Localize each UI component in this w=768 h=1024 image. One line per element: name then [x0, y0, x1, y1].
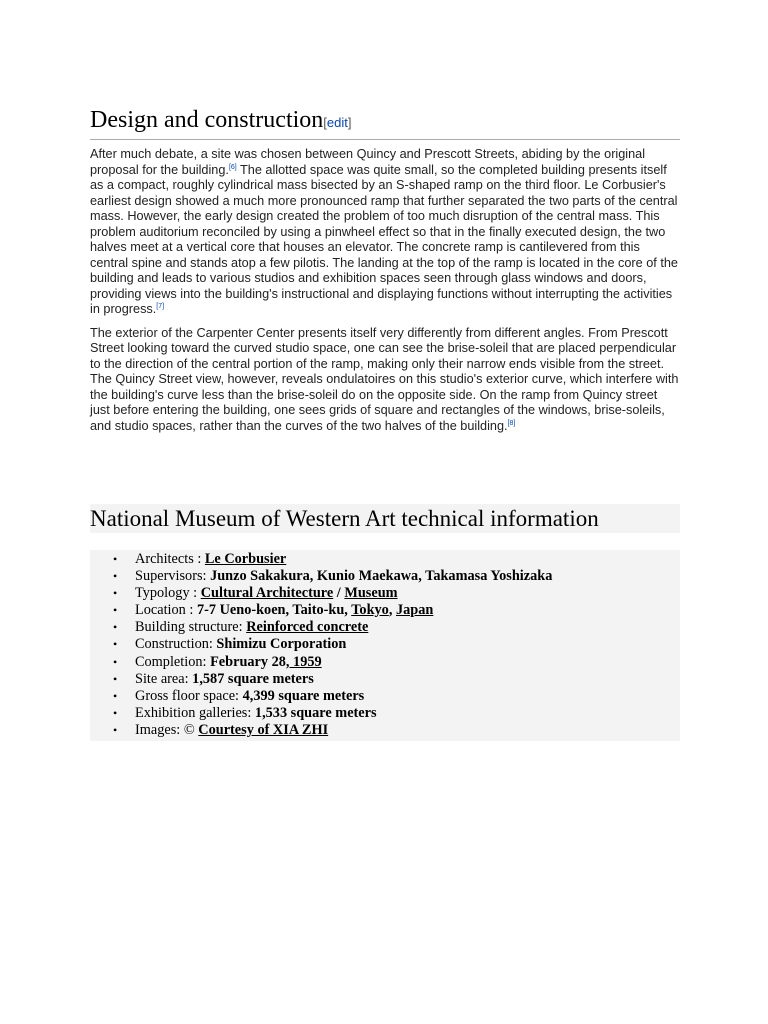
- info-label: Construction:: [135, 636, 217, 653]
- info-value-link[interactable]: 1959: [289, 653, 322, 670]
- info-label: Typology :: [135, 585, 201, 602]
- design-construction-section: [90, 105, 680, 434]
- paragraph-site-text-b: The allotted space was quite small, so the completed building presents itself as a compact, roughly cylindrical mass bisected by an S-shaped ramp on the third floor. Le Corbusier's earliest design showed a much more pronounced ramp that further separated the two parts of the central mass. However, the early design created the problem of too much disruption of the central mass. This problem auditorium reconciled by using a pinwheel effect so that in the finally executed design, the two halves meet at a vertical core that houses an elevator. The concrete ramp is cantilevered from this central spine and stands atop a few pilotis. The landing at the top of the ramp is located in the core of the building and leads to various studios and exhibition spaces seen through glass windows and doors, providing views into the building's instructional and displaying functions without interrupting the activities in progress.: [90, 162, 678, 316]
- info-value: Junzo Sakakura, Kunio Maekawa, Takamasa Yoshizaka: [210, 568, 553, 585]
- info-value-link[interactable]: Reinforced concrete: [246, 619, 369, 636]
- info-value: /: [333, 585, 345, 602]
- info-list-item: [135, 602, 680, 619]
- info-value-link[interactable]: Japan: [395, 602, 434, 619]
- technical-info-section: [90, 504, 680, 741]
- info-list-item: [135, 705, 680, 722]
- info-value: ,: [388, 602, 396, 619]
- info-list-item: [135, 585, 680, 602]
- info-value-link[interactable]: Courtesy of XIA ZHI: [198, 721, 329, 738]
- paragraph-site: [90, 147, 680, 318]
- section-heading-text: Design and construction: [90, 107, 324, 133]
- edit-bracket-close: ]: [347, 115, 352, 130]
- info-value: February 28,: [210, 653, 290, 670]
- paragraph-exterior: [90, 326, 680, 435]
- info-label: Building structure:: [135, 619, 247, 636]
- info-list-item: [135, 636, 680, 653]
- info-value-link[interactable]: Le Corbusier: [204, 551, 287, 567]
- info-list-item: [135, 688, 680, 705]
- info-list-item: [135, 722, 680, 739]
- info-label: Site area:: [135, 670, 193, 687]
- info-label: Completion:: [135, 653, 211, 670]
- info-value: 1,587 square meters: [192, 670, 314, 687]
- citation-link[interactable]: [6]: [228, 163, 237, 171]
- technical-info-heading: National Museum of Western Art technical information: [90, 504, 680, 533]
- info-value-link[interactable]: Cultural Architecture: [200, 585, 334, 602]
- info-list-item: [135, 568, 680, 585]
- info-label: Gross floor space:: [135, 687, 243, 704]
- info-label: Images: ©: [135, 721, 199, 738]
- citation-link[interactable]: [8]: [507, 419, 516, 427]
- info-list-item: [135, 551, 680, 568]
- citation-link[interactable]: [7]: [156, 303, 165, 310]
- info-value: 7-7 Ueno-koen, Taito-ku,: [196, 602, 352, 619]
- info-label: Architects :: [135, 551, 205, 567]
- info-list-item: [135, 619, 680, 636]
- edit-bracket-open: [: [323, 115, 327, 130]
- section-heading: [90, 105, 680, 140]
- info-value-link[interactable]: Museum: [344, 585, 398, 602]
- edit-link[interactable]: edit: [326, 115, 348, 130]
- info-list-item: [135, 671, 680, 688]
- technical-info-list: [90, 551, 680, 739]
- info-label: Supervisors:: [135, 568, 211, 585]
- info-list-item: [135, 654, 680, 671]
- paragraph-exterior-text: The exterior of the Carpenter Center presents itself very differently from different angles. From Prescott Street looking toward the curved studio space, one can see the brise-soleil that are placed perpendicular to the direction of the central portion of the ramp, making only their narrow ends visible from the street. The Quincy Street view, however, reveals ondulatoires on this studio's exterior curve, which interfere with the building's curve less than the brise-soleil do on the opposite side. On the ramp from Quincy street just before entering the building, one sees grids of square and rectangles of the windows, brise-soleils, and studio spaces, rather than the curves of the two halves of the building.: [90, 325, 679, 433]
- info-label: Exhibition galleries:: [135, 704, 255, 721]
- info-value: 1,533 square meters: [254, 704, 377, 721]
- paragraph-site-text-a: After much debate, a site was chosen between Quincy and Prescott Streets, abiding by the original proposal for the building.: [90, 147, 646, 177]
- info-label: Location :: [135, 602, 197, 619]
- info-value-link[interactable]: Tokyo: [351, 602, 389, 619]
- info-value: 4,399 square meters: [242, 687, 365, 704]
- info-value: Shimizu Corporation: [216, 636, 347, 653]
- technical-info-box: [90, 550, 680, 741]
